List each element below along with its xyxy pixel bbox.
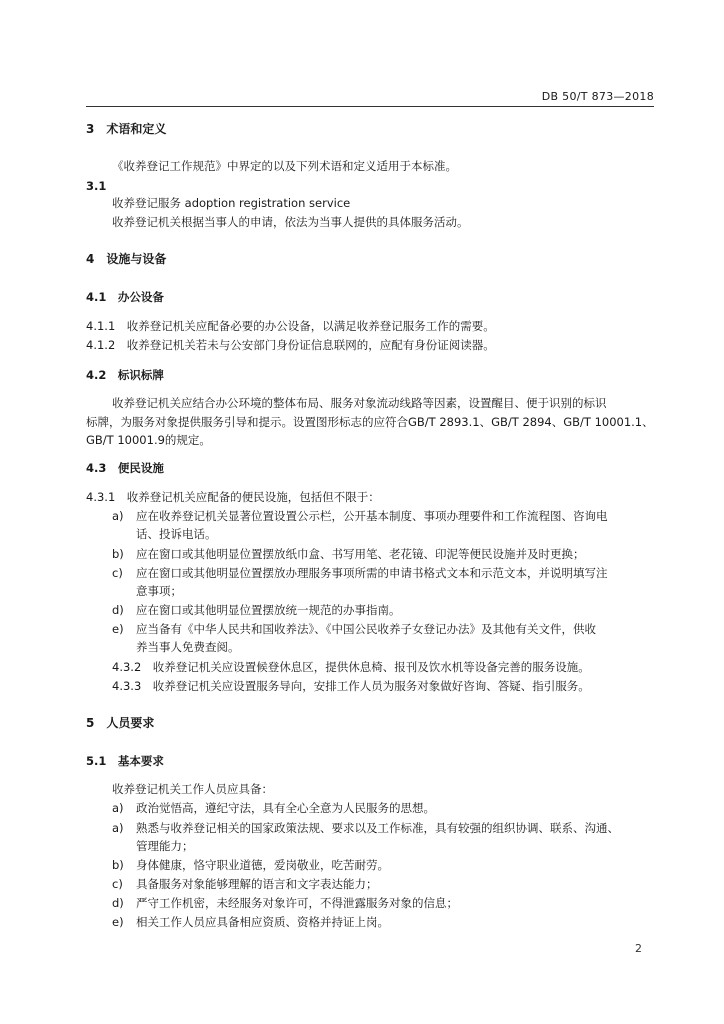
list-item-4-3-1-a: 应在收养登记机关显著位置设置公示栏，公开基本制度、事项办理要件和工作流程图、咨询电 — [136, 509, 608, 523]
list-item-4-3-1-d: 应在窗口或其他明显位置摆放统一规范的办事指南。 — [136, 603, 401, 617]
section-4-2-line-1: 收养登记机关应结合办公环境的整体布局、服务对象流动线路等因素，设置醒目、便于识别的标识 — [112, 396, 607, 410]
list-item-5-1-6: 相关工作人员应具备相应资质、资格并持证上岗。 — [136, 915, 389, 929]
list-item-5-1-3-mark: b) — [112, 858, 124, 872]
section-3-title: 3 术语和定义 — [86, 122, 167, 136]
clause-4-3-2: 4.3.2 收养登记机关应设置候登休息区，提供休息椅、报刊及饮水机等设备完善的服务设施。 — [112, 660, 590, 674]
section-5-title: 5 人员要求 — [86, 716, 155, 730]
section-5-1-title: 5.1 基本要求 — [86, 754, 164, 768]
list-item-4-3-1-c-cont: 意事项； — [136, 584, 182, 598]
header-rule — [86, 106, 654, 107]
clause-3-1-number: 3.1 — [86, 179, 107, 193]
list-item-4-3-1-a-mark: a) — [112, 509, 124, 523]
list-item-4-3-1-e: 应当备有《中华人民共和国收养法》、《中国公民收养子女登记办法》及其他有关文件，供收 — [136, 622, 596, 636]
list-item-5-1-5: 严守工作机密，未经服务对象许可，不得泄露服务对象的信息； — [136, 896, 458, 910]
section-4-title: 4 设施与设备 — [86, 252, 167, 266]
list-item-5-1-4: 具备服务对象能够理解的语言和文字表达能力； — [136, 877, 378, 891]
list-item-4-3-1-c: 应在窗口或其他明显位置摆放办理服务事项所需的申请书格式文本和示范文本，并说明填写注 — [136, 566, 608, 580]
clause-4-3-1: 4.3.1 收养登记机关应配备的便民设施，包括但不限于： — [86, 490, 380, 504]
list-item-4-3-1-b: 应在窗口或其他明显位置摆放纸巾盒、书写用笔、老花镜、印泥等便民设施并及时更换； — [136, 547, 585, 561]
page-number: 2 — [635, 942, 642, 955]
list-item-5-1-2-cont: 管理能力； — [136, 839, 194, 853]
section-4-1-title: 4.1 办公设备 — [86, 290, 164, 304]
section-4-2-title: 4.2 标识标牌 — [86, 368, 164, 382]
list-item-5-1-3: 身体健康，恪守职业道德，爱岗敬业，吃苦耐劳。 — [136, 858, 389, 872]
list-item-5-1-2-mark: a) — [112, 821, 124, 835]
list-item-4-3-1-e-cont: 养当事人免费查阅。 — [136, 640, 240, 654]
list-item-5-1-1: 政治觉悟高，遵纪守法，具有全心全意为人民服务的思想。 — [136, 801, 435, 815]
section-3-intro: 《收养登记工作规范》中界定的以及下列术语和定义适用于本标准。 — [112, 159, 457, 173]
section-5-1-intro: 收养登记机关工作人员应具备： — [112, 782, 273, 796]
list-item-5-1-6-mark: e) — [112, 915, 124, 929]
list-item-4-3-1-b-mark: b) — [112, 547, 124, 561]
clause-3-1-term: 收养登记服务 adoption registration service — [112, 196, 351, 210]
clause-3-1-definition: 收养登记机关根据当事人的申请，依法为当事人提供的具体服务活动。 — [112, 215, 469, 229]
clause-4-1-1: 4.1.1 收养登记机关应配备必要的办公设备，以满足收养登记服务工作的需要。 — [86, 319, 495, 333]
list-item-5-1-1-mark: a) — [112, 801, 124, 815]
standard-code: DB 50/T 873—2018 — [541, 90, 654, 103]
list-item-5-1-5-mark: d) — [112, 896, 124, 910]
list-item-4-3-1-e-mark: e) — [112, 622, 124, 636]
list-item-4-3-1-a-cont: 话、投诉电话。 — [136, 527, 217, 541]
section-4-3-title: 4.3 便民设施 — [86, 461, 164, 475]
list-item-4-3-1-d-mark: d) — [112, 603, 124, 617]
list-item-5-1-4-mark: c) — [112, 877, 123, 891]
clause-4-3-3: 4.3.3 收养登记机关应设置服务导向，安排工作人员为服务对象做好咨询、答疑、指引服务。 — [112, 679, 590, 693]
list-item-5-1-2: 熟悉与收养登记相关的国家政策法规、要求以及工作标准，具有较强的组织协调、联系、沟通、 — [136, 821, 619, 835]
clause-4-1-2: 4.1.2 收养登记机关若未与公安部门身份证信息联网的，应配有身份证阅读器。 — [86, 338, 495, 352]
section-4-2-line-2: 标牌，为服务对象提供服务引导和提示。设置图形标志的应符合GB/T 2893.1、GB/T 2894、GB/T 10001.1、 — [86, 415, 654, 429]
list-item-4-3-1-c-mark: c) — [112, 566, 123, 580]
section-4-2-line-3: GB/T 10001.9的规定。 — [86, 433, 211, 447]
